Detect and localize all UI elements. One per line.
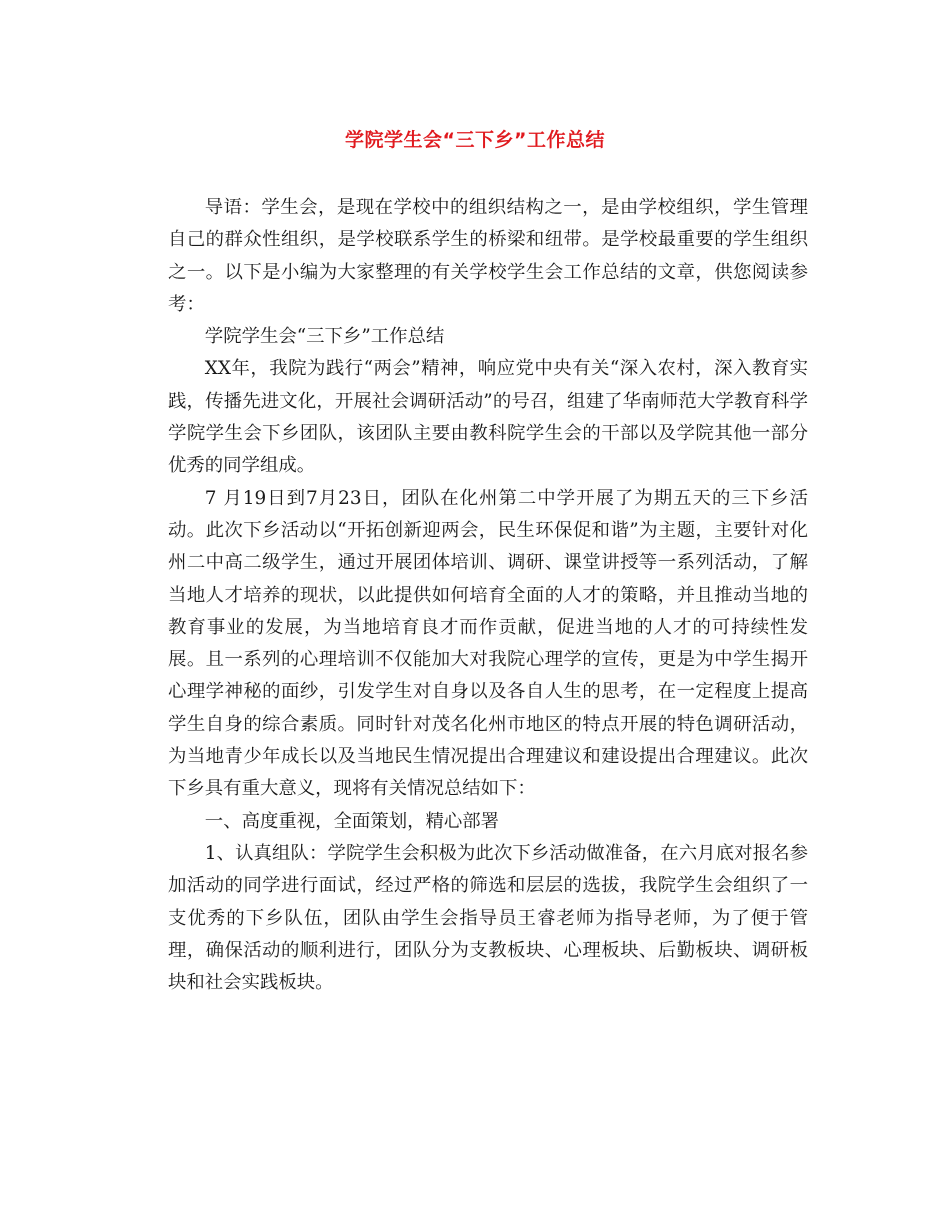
paragraph-section-heading: 一、高度重视，全面策划，精心部署: [204, 810, 500, 832]
paragraph-subtitle: 学院学生会“三下乡”工作总结: [204, 326, 445, 348]
paragraph-background: XX年，我院为践行“两会”精神，响应党中央有关“深入农村，深入教育实践，传播先进文化，开展社会调研活动”的号召，组建了华南师范大学教育科学学院学生会下乡团队，该团队主要由教科院学生会的干部以及学院其他一部分优秀的同学组成。: [168, 358, 808, 477]
document-body: [168, 192, 808, 999]
paragraph-activity: 7 月19日到7月23日，团队在化州第二中学开展了为期五天的三下乡活动。此次下乡活动以“开拓创新迎两会，民生环保促和谐”为主题，主要针对化州二中高二级学生，通过开展团体培训、调研、课堂讲授等一系列活动，了解当地人才培养的现状，以此提供如何培育全面的人才的策略，并且推动当地的教育事业的发展，为当地培育良才而作贡献，促进当地的人才的可持续性发展。且一系列的心理培训不仅能加大对我院心理学的宣传，更是为中学生揭开心理学神秘的面纱，引发学生对自身以及各自人生的思考，在一定程度上提高学生自身的综合素质。同时针对茂名化州市地区的特点开展的特色调研活动，为当地青少年成长以及当地民生情况提出合理建议和建设提出合理建议。此次下乡具有重大意义，现将有关情况总结如下：: [168, 487, 808, 800]
paragraph-intro: 导语：学生会，是现在学校中的组织结构之一，是由学校组织，学生管理自己的群众性组织，是学校联系学生的桥梁和纽带。是学校最重要的学生组织之一。以下是小编为大家整理的有关学校学生会工作总结的文章，供您阅读参考：: [168, 197, 808, 315]
paragraph-team-formation: 1、认真组队：学院学生会积极为此次下乡活动做准备，在六月底对报名参加活动的同学进行面试，经过严格的筛选和层层的选拔，我院学生会组织了一支优秀的下乡队伍，团队由学生会指导员王睿老师为指导老师，为了便于管理，确保活动的顺利进行，团队分为支教板块、心理板块、后勤板块、调研板块和社会实践板块。: [168, 842, 808, 994]
document-title: 学院学生会“三下乡”工作总结: [345, 129, 605, 151]
